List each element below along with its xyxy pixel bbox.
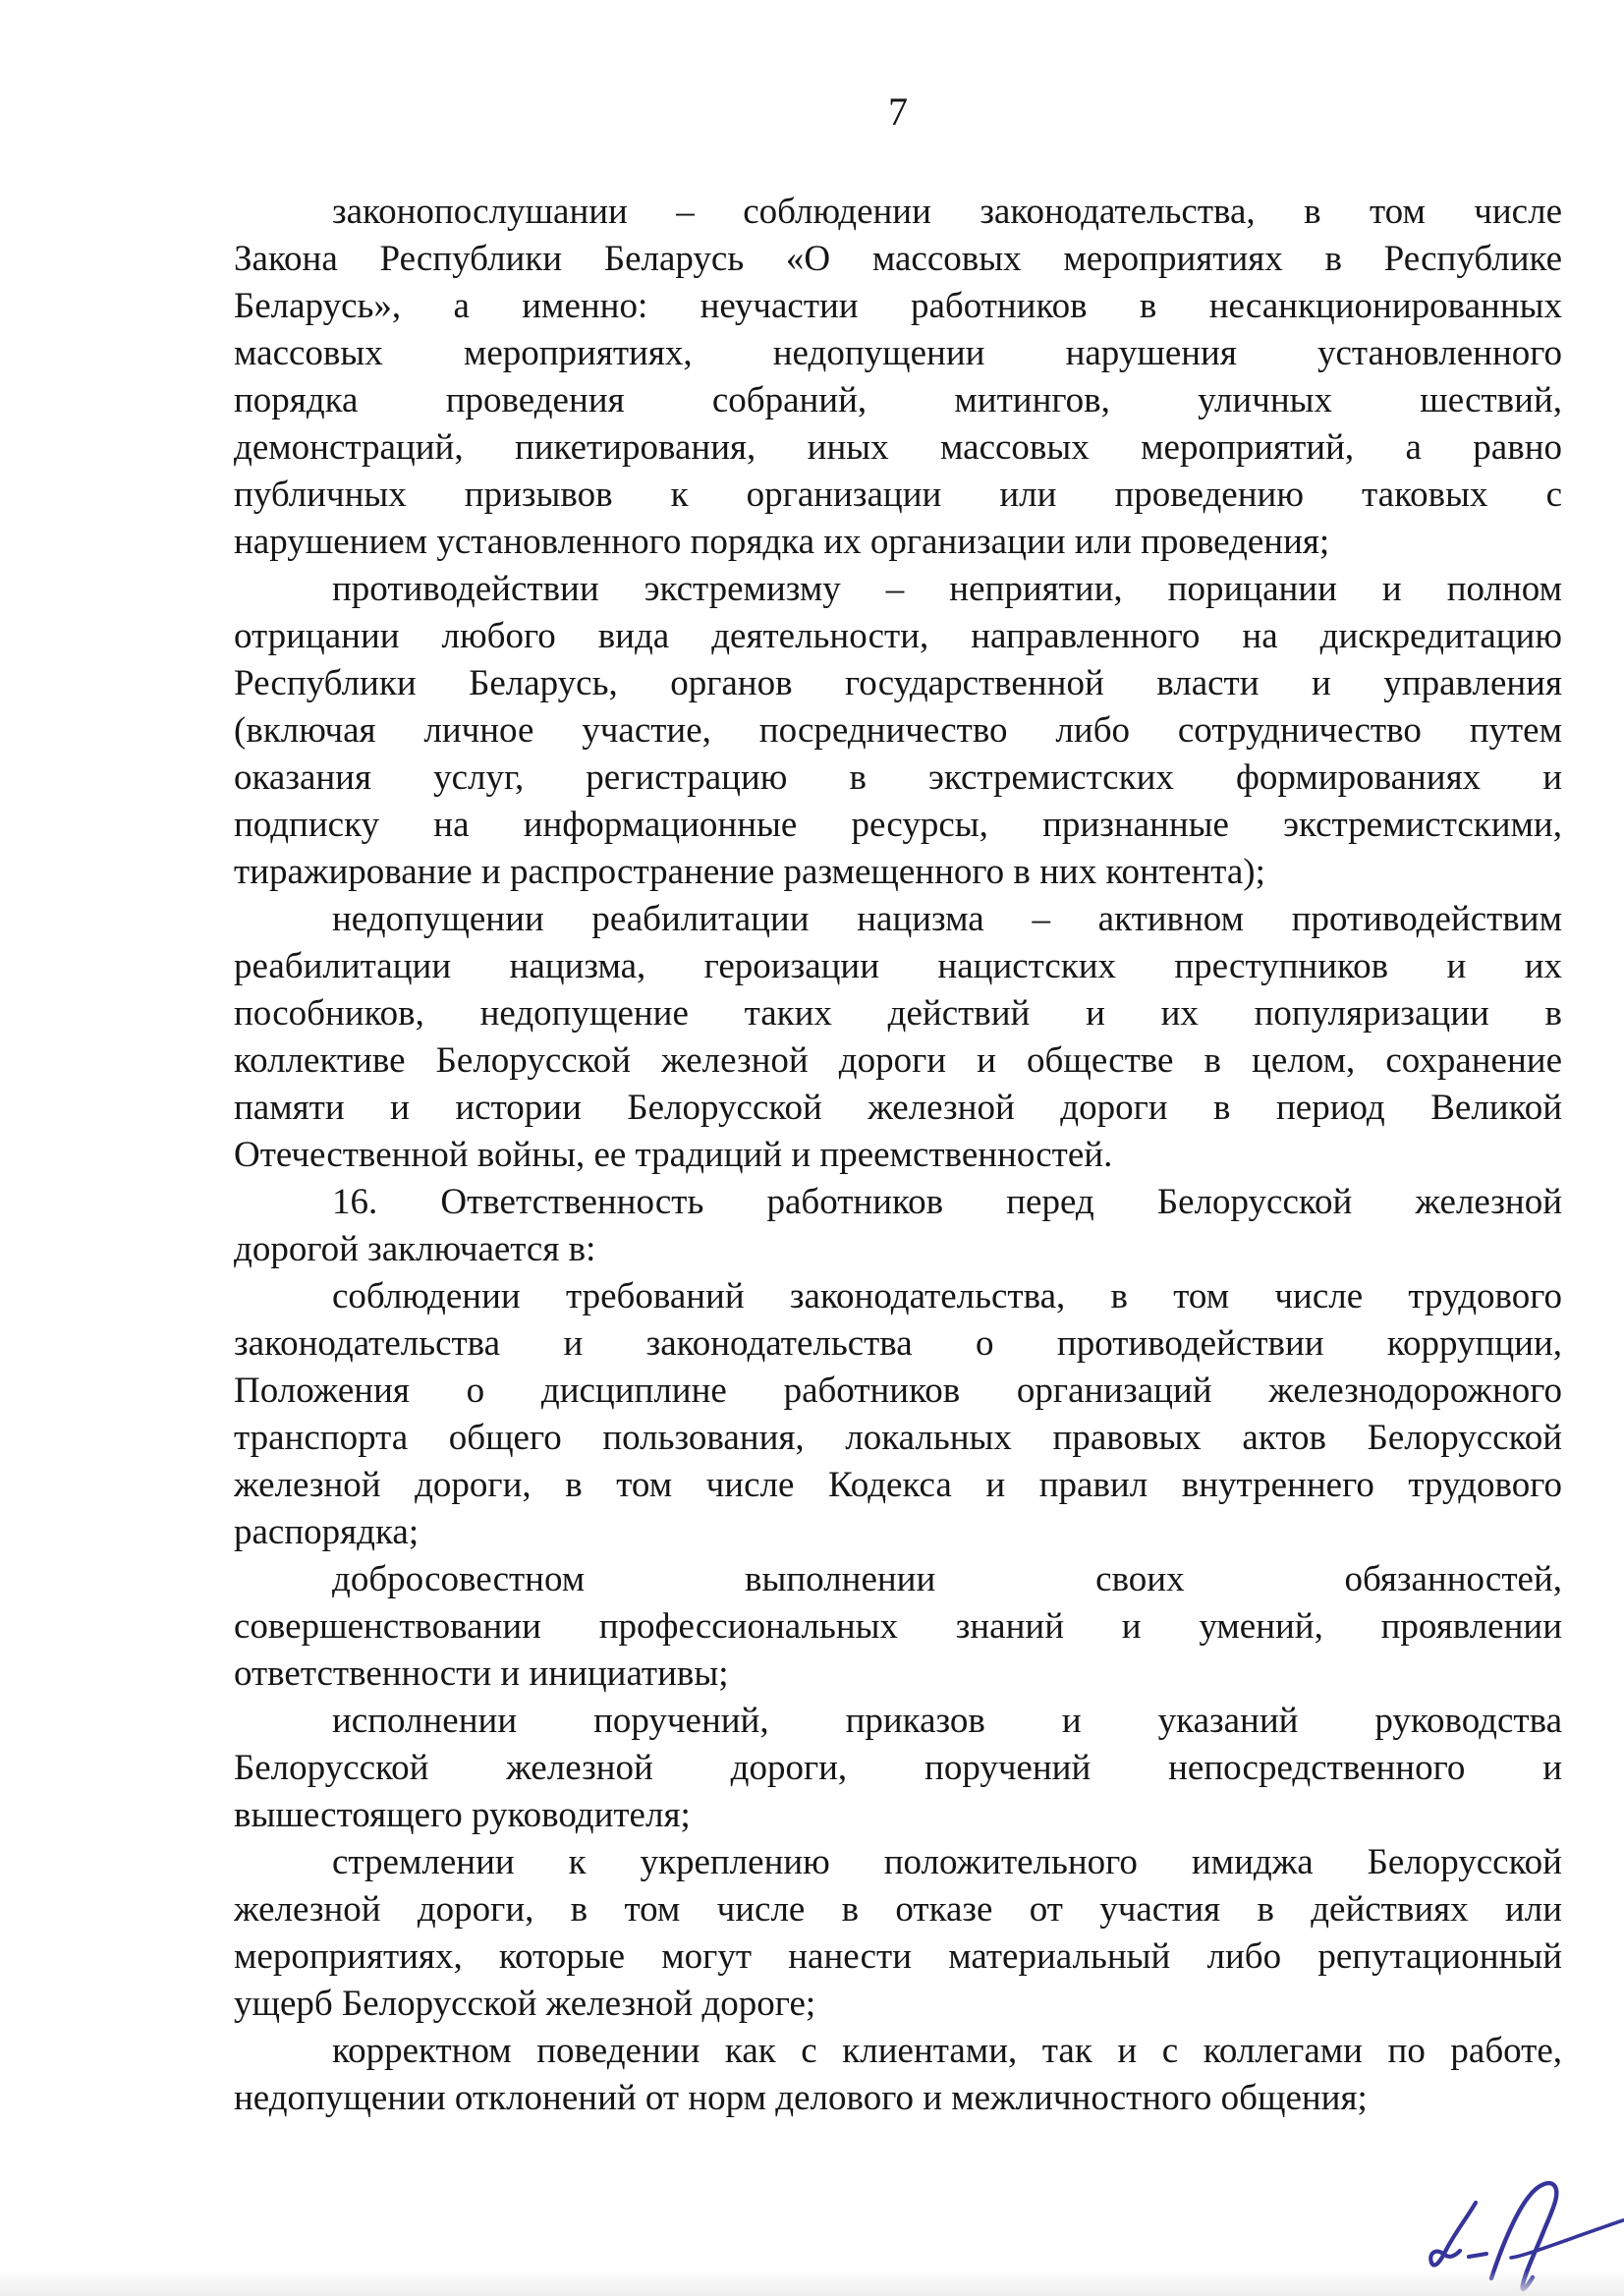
text-line: исполнении поручений, приказов и указаний руководства [332, 1701, 1562, 1741]
text-line: транспорта общего пользования, локальных правовых актов Белорусской [234, 1418, 1562, 1458]
text-line: совершенствовании профессиональных знаний и умений, проявлении [234, 1606, 1562, 1647]
text-line: Республики Беларусь, органов государственной власти и управления [234, 663, 1562, 703]
text-line: публичных призывов к организации или проведению таковых с [234, 475, 1562, 515]
text-line: Беларусь», а именно: неучастии работников в несанкционированных [234, 286, 1562, 326]
text-line: массовых мероприятиях, недопущении нарушения установленного [234, 333, 1562, 373]
text-line: стремлении к укреплению положительного имиджа Белорусской [332, 1842, 1562, 1882]
text-line: Положения о дисциплине работников организаций железнодорожного [234, 1371, 1562, 1411]
text-line: памяти и истории Белорусской железной дороги в период Великой [234, 1088, 1562, 1128]
text-line: Отечественной войны, ее традиций и преемственностей. [234, 1135, 1113, 1175]
text-line: дорогой заключается в: [234, 1229, 596, 1269]
signature-stroke [1469, 2254, 1486, 2257]
text-line: соблюдении требований законодательства, в том числе трудового [332, 1276, 1562, 1316]
text-line: коллективе Белорусской железной дороги и обществе в целом, сохранение [234, 1040, 1562, 1081]
text-line: распорядка; [234, 1512, 420, 1552]
text-line: недопущении реабилитации нацизма – активном противодействим [332, 899, 1562, 939]
text-line: тиражирование и распространение размещенного в них контента); [234, 852, 1265, 892]
document-body [234, 189, 1562, 2122]
text-line: отрицании любого вида деятельности, направленного на дискредитацию [234, 616, 1562, 656]
text-line: железной дороги, в том числе Кодекса и правил внутреннего трудового [234, 1465, 1562, 1505]
text-line: законопослушании – соблюдении законодательства, в том числе [332, 192, 1562, 232]
text-line: Закона Республики Беларусь «О массовых мероприятиях в Республике [234, 239, 1562, 279]
text-line: противодействии экстремизму – неприятии, порицании и полном [332, 569, 1562, 609]
text-line: мероприятиях, которые могут нанести материальный либо репутационный [234, 1936, 1562, 1977]
text-line: порядка проведения собраний, митингов, уличных шествий, [234, 380, 1562, 420]
text-line: вышестоящего руководителя; [234, 1795, 691, 1835]
page-number: 7 [888, 89, 908, 134]
text-line: ущерб Белорусской железной дороге; [234, 1984, 816, 2024]
text-line: оказания услуг, регистрацию в экстремистских формированиях и [234, 757, 1562, 798]
text-line: Белорусской железной дороги, поручений непосредственного и [234, 1748, 1562, 1788]
signature-stroke [1491, 2183, 1556, 2289]
text-line: подписку на информационные ресурсы, признанные экстремистскими, [234, 805, 1562, 845]
text-line: (включая личное участие, посредничество либо сотрудничество путем [234, 710, 1562, 751]
text-line: корректном поведении как с клиентами, так и с коллегами по работе, [332, 2031, 1562, 2071]
text-line: законодательства и законодательства о противодействии коррупции, [234, 1323, 1562, 1364]
scan-shadow [0, 2270, 1624, 2296]
text-line: пособников, недопущение таких действий и их популяризации в [234, 993, 1562, 1034]
text-line: добросовестном выполнении своих обязанностей, [332, 1559, 1562, 1599]
text-line: реабилитации нацизма, героизации нацистских преступников и их [234, 946, 1562, 986]
text-line: недопущении отклонений от норм делового и межличностного общения; [234, 2078, 1368, 2118]
text-line: нарушением установленного порядка их организации или проведения; [234, 522, 1330, 562]
signature-stroke [1511, 2220, 1623, 2258]
text-line: железной дороги, в том числе в отказе от участия в действиях или [234, 1889, 1562, 1930]
handwritten-signature [1403, 2159, 1624, 2296]
text-line: демонстраций, пикетирования, иных массовых мероприятий, а равно [234, 427, 1562, 468]
text-line: ответственности и инициативы; [234, 1653, 729, 1694]
text-line: 16. Ответственность работников перед Белорусской железной [332, 1182, 1562, 1222]
